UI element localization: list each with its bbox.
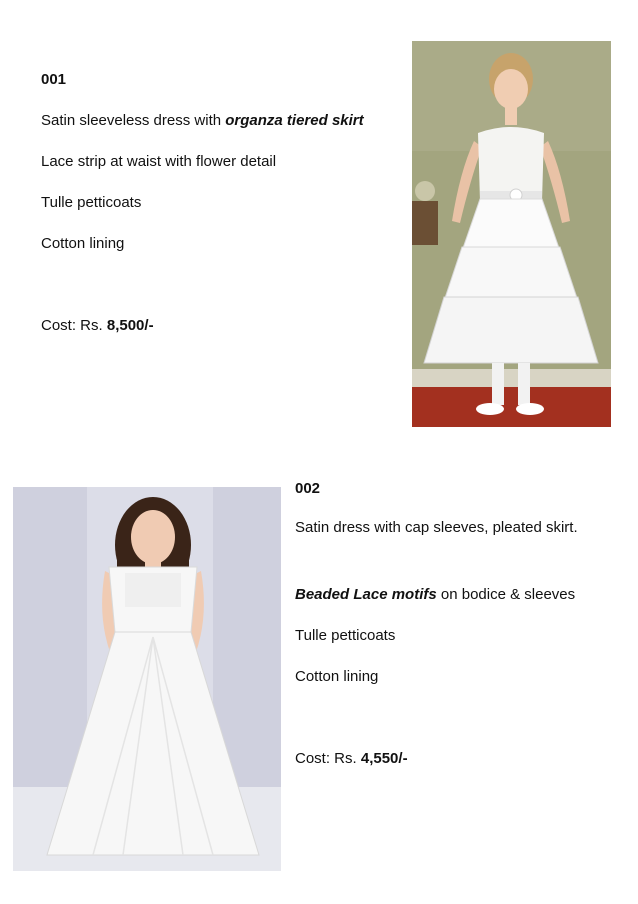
product-feature: Cotton lining	[41, 235, 125, 252]
product-feature: Lace strip at waist with flower detail	[41, 153, 277, 170]
product-photo-002	[13, 487, 281, 871]
product-code-002: 002	[295, 480, 321, 497]
product-cost-002: Cost: Rs. 4,550/-	[295, 750, 408, 767]
product-code-001: 001	[41, 71, 67, 88]
product-photo-001	[412, 41, 611, 427]
product-feature: Tulle petticoats	[41, 194, 142, 211]
product-feature: Tulle petticoats	[295, 627, 396, 644]
product-feature: Cotton lining	[295, 668, 379, 685]
product-motif-002: Beaded Lace motifs on bodice & sleeves	[295, 586, 576, 603]
product-description-001: Satin sleeveless dress with organza tiered skirt	[41, 112, 364, 129]
product-cost-001: Cost: Rs. 8,500/-	[41, 317, 154, 334]
product-description-002: Satin dress with cap sleeves, pleated skirt.	[295, 519, 578, 536]
